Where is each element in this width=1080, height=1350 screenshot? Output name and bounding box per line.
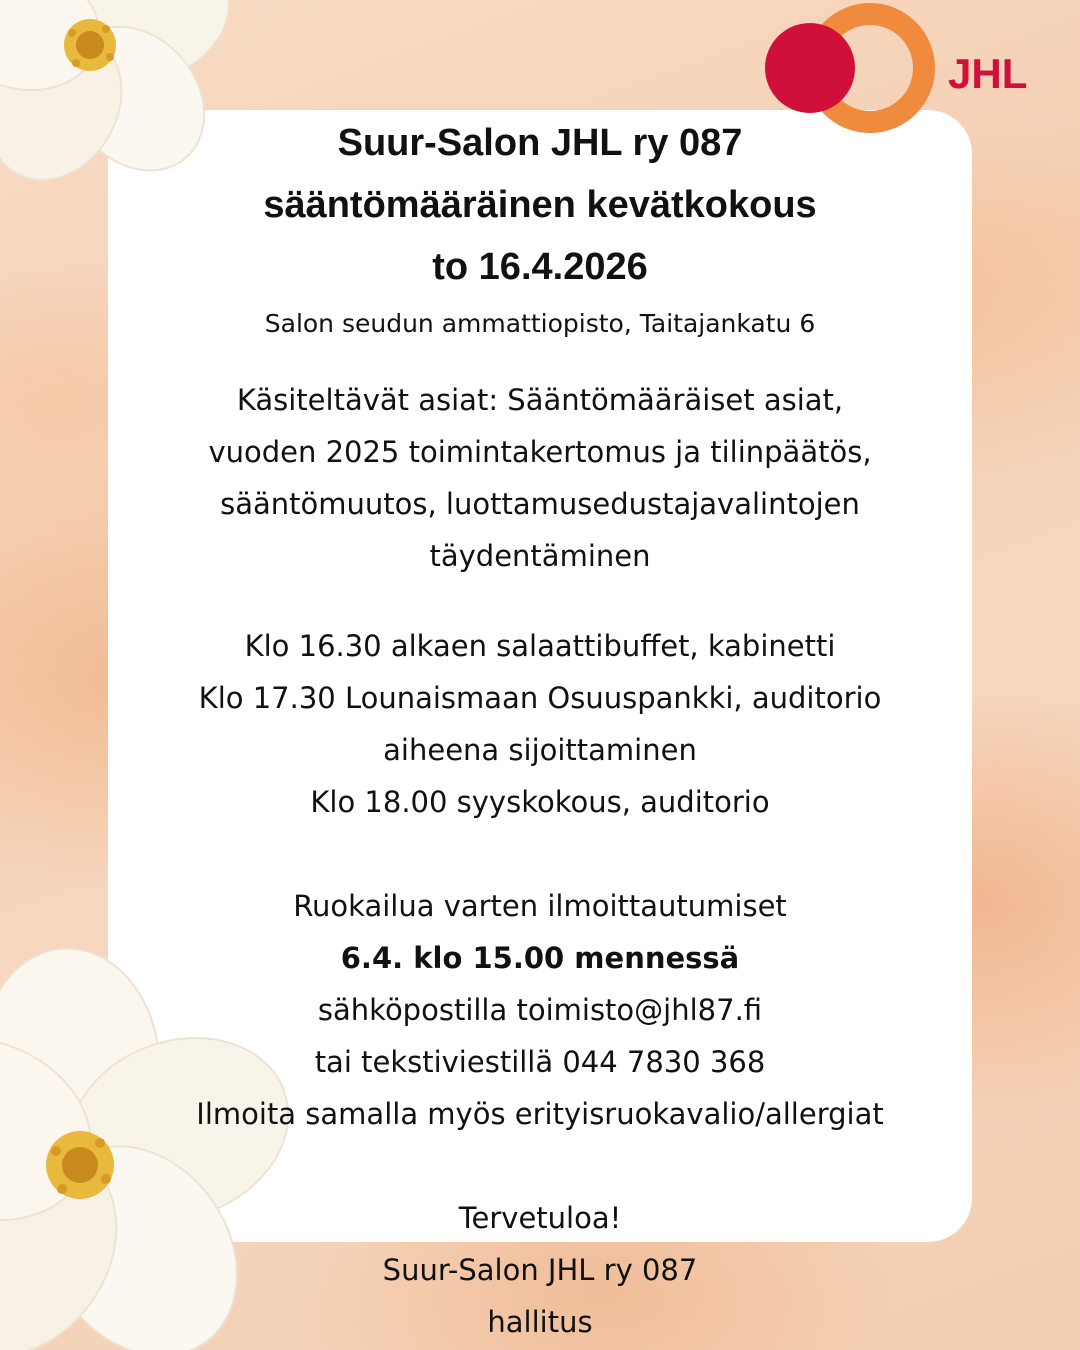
heading-line-2: sääntömääräinen kevätkokous [263,184,817,226]
logo-text: JHL [948,50,1028,97]
agenda-line-1: Käsiteltävät asiat: Sääntömääräiset asiat, [236,383,844,417]
heading-line-1: Suur-Salon JHL ry 087 [337,122,743,164]
heading-date: to 16.4.2026 [432,246,648,288]
agenda-line-3: sääntömuutos, luottamusedustajavalintojen [220,487,860,521]
registration-diet-note: Ilmoita samalla myös erityisruokavalio/allergiat [196,1097,884,1131]
registration-line-1: Ruokailua varten ilmoittautumiset [293,889,787,923]
agenda-line-4: täydentäminen [429,539,651,573]
schedule-line-3: aiheena sijoittaminen [383,733,697,767]
closing-organization: Suur-Salon JHL ry 087 [382,1253,698,1287]
registration-deadline: 6.4. klo 15.00 mennessä [340,941,740,975]
closing-board: hallitus [487,1305,593,1339]
schedule-line-4: Klo 18.00 syyskokous, auditorio [310,785,770,819]
schedule-line-2: Klo 17.30 Lounaismaan Osuuspankki, auditorio [198,681,882,715]
announcement [140,112,940,1348]
closing-welcome: Tervetuloa! [458,1201,622,1235]
agenda-line-2: vuoden 2025 toimintakertomus ja tilinpäätös, [208,435,872,469]
location: Salon seudun ammattiopisto, Taitajankatu 6 [264,309,816,338]
registration-sms: tai tekstiviestillä 044 7830 368 [314,1045,766,1079]
registration-email: sähköpostilla toimisto@jhl87.fi [317,993,763,1027]
schedule-line-1: Klo 16.30 alkaen salaattibuffet, kabinetti [244,629,836,663]
